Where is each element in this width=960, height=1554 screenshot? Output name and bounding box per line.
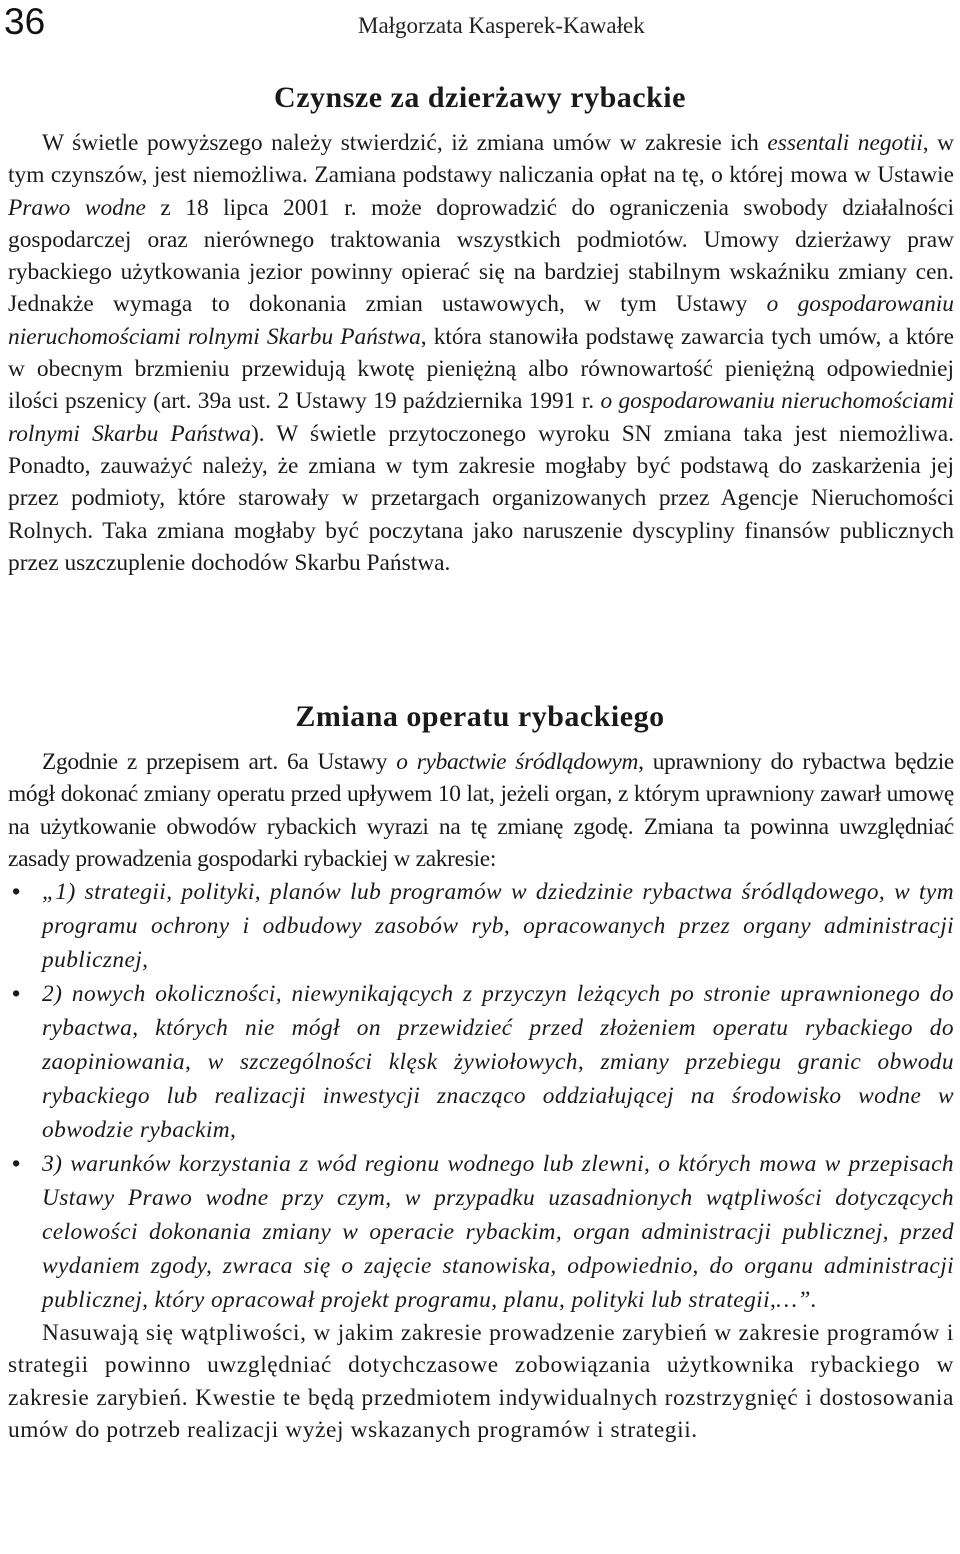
italic-act-title: Prawo wodne (8, 194, 146, 221)
text-run: , w tym czynszów, jest niemożliwa. Zamiana podstawy naliczania opłat na tę, o której mowa w Ustawie (8, 130, 955, 189)
italic-act-title: o rybactwie śródlądowym (396, 749, 639, 775)
text-run: W świetle powyższego należy stwierdzić, iż zmiana umów w zakresie ich (42, 130, 768, 156)
section-heading-rent: Czynsze za dzierżawy rybackie (274, 81, 686, 114)
list-item-text: „1) strategii, polityki, planów lub programów w dziedzinie rybactwa śródlądowego, w tym programu ochrony i odbudowy zasobów ryb, opracowanych przez organy administracji publicznej, (42, 879, 954, 974)
italic-act-title: o gospodarowaniu nieruchomościami rolnymi Skarbu Państwa (8, 291, 954, 350)
list-item (12, 1147, 954, 1317)
list-item-text: 3) warunków korzystania z wód regionu wodnego lub zlewni, o których mowa w przepisach Ustawy Prawo wodne przy czym, w przypadku uzasadnionych wątpliwości dotyczących celowości dokonania zmiany w operacie rybackim, organ administracji publicznej, przed wydaniem zgody, zwraca się o zajęcie stanowiska, odpowiednio, do organu administracji publicznej, który opracował projekt programu, planu, polityki lub strategii,…”. (42, 1151, 954, 1314)
italic-act-title: o gospodarowaniu nieruchomościami rolnymi Skarbu Państwa (8, 388, 954, 447)
bullet-icon: • (12, 1151, 21, 1178)
section-rent-body (8, 127, 954, 579)
text-run: Zgodnie z przepisem art. 6a Ustawy (42, 749, 397, 775)
list-item (12, 977, 954, 1147)
italic-term: essentali negotii (767, 130, 923, 156)
quoted-provisions-list (8, 875, 954, 1317)
text-run: , która stanowiła podstawę zawarcia tych umów, a które w obecnym brzmieniu przewidują kwotę pieniężną albo równowartość pieniężną odpowiedniej ilości pszenicy (art. 39a ust. 2 Ustawy 19 października 1991 r. (8, 323, 954, 415)
text-run: z 18 lipca 2001 r. może doprowadzić do ograniczenia swobody działalności gospodarczej oraz nierównego traktowania wszystkich podmiotów. Umowy dzierżawy praw rybackiego użytkowania jezior powinny opierać się na bardziej stabilnym wskaźniku zmiany cen. Jednakże wymaga to dokonania zmian ustawowych, w tym Ustawy (8, 194, 954, 318)
list-item (12, 875, 954, 977)
bullet-icon: • (12, 879, 21, 906)
paragraph: Nasuwają się wątpliwości, w jakim zakresie prowadzenie zarybień w zakresie programów i strategii powinno uwzględniać dotychczasowe zobowiązania użytkownika rybackiego w zakresie zarybień. Kwestie te będą przedmiotem indywidualnych rozstrzygnięć i dostosowania umów do potrzeb realizacji wyżej wskazanych programów i strategii. (8, 1320, 954, 1444)
page-number: 36 (4, 1, 46, 42)
section-operat-body (8, 746, 954, 1446)
section-heading-operat: Zmiana operatu rybackiego (295, 700, 665, 733)
text-run: ). W świetle przytoczonego wyroku SN zmiana taka jest niemożliwa. Ponadto, zauważyć należy, że zmiana w tym zakresie mogłaby być podstawą do zaskarżenia jej przez podmioty, które starowały w przetargach organizowanych przez Agencje Nieruchomości Rolnych. Taka zmiana mogłaby być poczytana jako naruszenie dyscypliny finansów publicznych przez uszczuplenie dochodów Skarbu Państwa. (8, 420, 954, 576)
paragraph (8, 127, 954, 579)
bullet-icon: • (12, 981, 21, 1008)
page-header (0, 0, 960, 50)
text-run: , uprawniony do rybactwa będzie mógł dokonać zmiany operatu przed upływem 10 lat, jeżeli organ, z którym uprawniony zawarł umowę na użytkowanie obwodów rybackich wyrazi na tę zmianę zgodę. Zmiana ta powinna uwzględniać zasady prowadzenia gospodarki rybackiej w zakresie: (8, 749, 954, 872)
list-item-text: 2) nowych okoliczności, niewynikających z przyczyn leżących po stronie uprawnionego do rybactwa, których nie mógł on przewidzieć przed złożeniem operatu rybackiego do zaopiniowania, w szczególności klęsk żywiołowych, zmiany przebiegu granic obwodu rybackiego lub realizacji inwestycji znacząco oddziałującej na środowisko wodne w obwodzie rybackim, (42, 981, 954, 1144)
running-head-author: Małgorzata Kasperek-Kawałek (358, 13, 645, 38)
paragraph (8, 746, 954, 875)
